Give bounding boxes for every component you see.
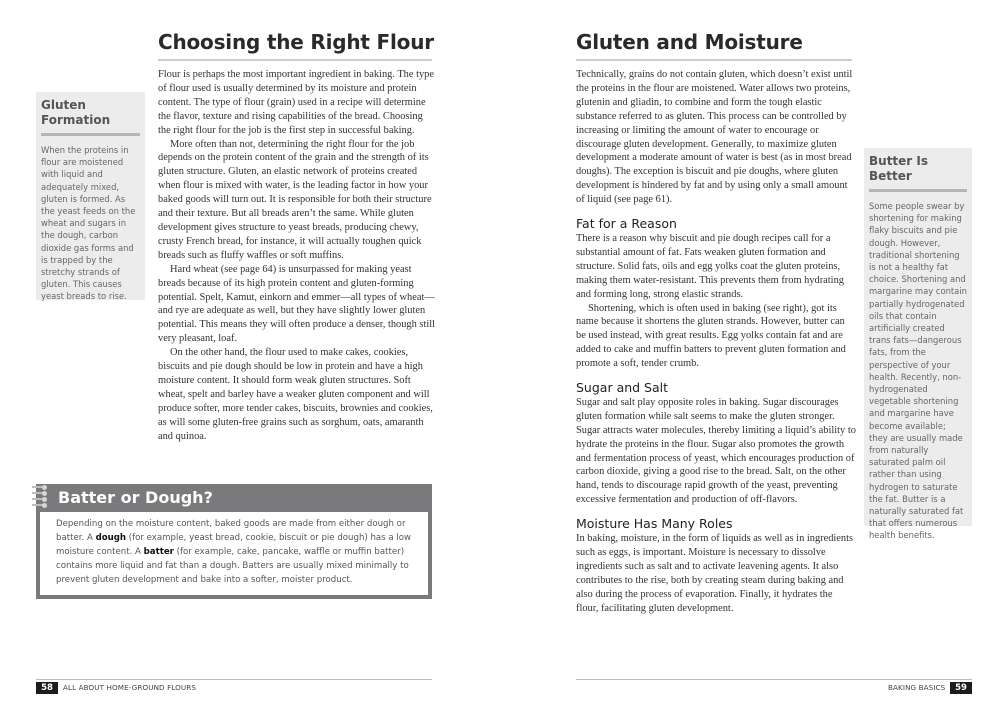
- footer-divider: [576, 679, 972, 680]
- footer-divider: [36, 679, 432, 680]
- right-body-text: [576, 68, 856, 616]
- left-page-title: Choosing the Right Flour: [158, 30, 434, 54]
- callout-text: Depending on the moisture content, baked goods are made from either dough or batter. A: [56, 519, 406, 543]
- sidebar-divider: [869, 189, 967, 192]
- decorative-dots-icon: [32, 486, 48, 510]
- sidebar-title: Butter Is Better: [869, 154, 929, 183]
- title-divider: [158, 59, 432, 61]
- paragraph: More often than not, determining the right flour for the job depends on the protein content of the grain and the strength of its gluten structure. Gluten, an elastic network of proteins created when flour is mixed with water, is the leading factor in how your baked goods will turn out. It is responsible for both their structure and their texture. But all breads aren’t the same. While gluten development gives structure to yeast breads, producing chewy, crusty French bread, for instance, it will actually toughen quick breads such as fluffy waffles or soft muffins.: [158, 138, 432, 261]
- paragraph: In baking, moisture, in the form of liquids as well as in ingredients such as eggs, is important. Moisture is necessary to dissolve ingredients such as salt and to activate leavening agents. It also contributes to the rise, both by creating steam during baking and also during the process of evaporation. Finally, it hydrates the flour, facilitating gluten development.: [576, 533, 854, 614]
- page-number-left: 58: [36, 682, 58, 694]
- sidebar-text: When the proteins in flour are moistened with liquid and adequately mixed, gluten is formed. As the yeast feeds on the wheat and sugars in the dough, carbon dioxide gas forms and is trapped by the stretchy strands of gluten. This causes yeast breads to rise.: [41, 145, 136, 302]
- paragraph: Shortening, which is often used in baking (see right), got its name because it shortens the gluten strands. However, butter can be used instead, with great results. Egg yolks contain fat and are added to cake and muffin batters to prevent gluten formation and promote a soft, tender crumb.: [576, 302, 846, 370]
- batter-or-dough-callout: [36, 484, 432, 599]
- callout-text: (for example, cake, pancake, waffle or muffin batter) contains more liquid and fat than a dough. Batters are usually mixed minimally to prevent gluten development and bake into a softer, moister product.: [56, 546, 409, 585]
- section-heading: Sugar and Salt: [576, 380, 669, 396]
- section-heading: Moisture Has Many Roles: [576, 516, 733, 532]
- paragraph: Flour is perhaps the most important ingredient in baking. The type of flour used is usually determined by its moisture and protein content. The type of flour (grain) used in a recipe will determine the flavor, texture and rising capabilities of the bread. Choosing the right flour for the job is the first step in successful baking.: [158, 69, 434, 136]
- paragraph: Technically, grains do not contain gluten, which doesn’t exist until the proteins in the flour are moistened. Water allows two proteins, glutenin and gliadin, to combine and form the tough elastic substance referred to as gluten. This process can be controlled by increasing or limiting the amount of water to encourage or discourage gluten development. Generally, to maximize gluten development a moderate amount of water is best (as in most bread doughs). The exception is biscuit and pie doughs, where gluten development is hindered by fat and by using only a small amount of liquid (see page 61).: [576, 69, 853, 206]
- butter-is-better-sidebar: [864, 148, 972, 541]
- paragraph: Sugar and salt play opposite roles in baking. Sugar discourages gluten formation while salt seems to make the gluten stronger. Sugar attracts water molecules, thereby limiting a liquid’s ability to hydrate the proteins in the flour. Sugar also promotes the growth and fermentation process of yeast, which encourages production of carbon dioxide, giving a good rise to the bread. Salt, on the other hand, tends to discourage rapid growth of the yeast, preventing excessive fermentation and production of off-flavors.: [576, 396, 856, 506]
- callout-title: Batter or Dough?: [58, 488, 213, 507]
- gluten-formation-sidebar: [36, 92, 145, 300]
- sidebar-title: Gluten Formation: [41, 98, 111, 127]
- callout-header: [36, 484, 432, 512]
- page-number-right: 59: [950, 682, 972, 694]
- sidebar-divider: [41, 133, 140, 136]
- paragraph: Hard wheat (see page 64) is unsurpassed for making yeast breads because of its high protein content and gluten-forming potential. Spelt, Kamut, einkorn and emmer—all types of wheat—and rye are adequate as well, but they have slightly lower gluten potential. This means they will often produce a denser, though still very pleasant, loaf.: [158, 263, 435, 345]
- term-batter: batter: [143, 546, 174, 557]
- running-head-left: ALL ABOUT HOME-GROUND FLOURS: [63, 683, 197, 692]
- left-body-text: [158, 68, 436, 443]
- title-divider: [576, 59, 852, 61]
- paragraph: There is a reason why biscuit and pie dough recipes call for a substantial amount of fat. Fats weaken gluten formation and structure. Solid fats, oils and egg yolks coat the gluten proteins, making them water-resistant. This prevents them from hydrating and forming long, strong elastic strands.: [576, 232, 844, 300]
- running-head-right: BAKING BASICS: [888, 683, 946, 692]
- term-dough: dough: [95, 532, 127, 543]
- sidebar-text: Some people swear by shortening for making flaky biscuits and pie dough. However, traditional shortening is not a healthy fat choice. Shortening and margarine may contain partially hydrogenated oils that contain artificially created trans fats—dangerous fats, from the perspective of your health. Recently, non-hydrogenated vegetable shortening and margarine have become available; they are usually made from naturally saturated palm oil rather than using hydrogen to saturate the fat. Butter is a naturally saturated fat that offers numerous health benefits.: [869, 201, 967, 541]
- paragraph: On the other hand, the flour used to make cakes, cookies, biscuits and pie dough should be low in protein and have a high moisture content. It should form weak gluten structures. Soft wheat, spelt and barley have a weaker gluten component and will produce softer, more tender cakes, biscuits, brownies and cookies, as will some gluten-free grains such as sorghum, oats, amaranth and quinoa.: [158, 347, 433, 442]
- callout-body: [40, 512, 428, 595]
- section-heading: Fat for a Reason: [576, 216, 677, 232]
- right-page-title: Gluten and Moisture: [576, 30, 803, 54]
- callout-text: (for example, yeast bread, cookie, biscuit or pie dough) has a low moisture content. A: [56, 532, 412, 557]
